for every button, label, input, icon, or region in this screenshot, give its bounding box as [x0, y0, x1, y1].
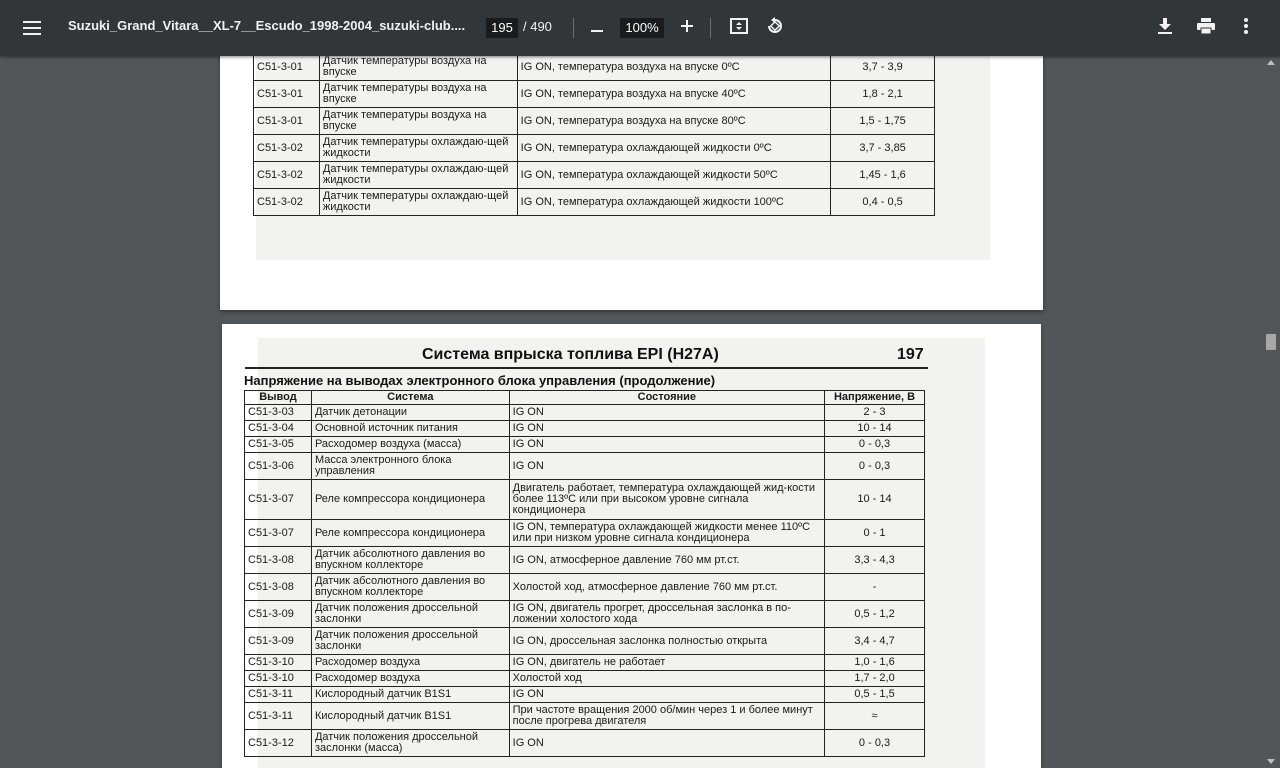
pdf-page: [222, 324, 1041, 768]
condition-cell: IG ON: [509, 437, 824, 453]
system-cell: Кислородный датчик B1S1: [311, 687, 509, 703]
toolbar-divider: [573, 18, 574, 38]
table-row: [245, 480, 925, 520]
voltage-cell: 0,4 - 0,5: [831, 189, 935, 216]
system-cell: Основной источник питания: [311, 421, 509, 437]
system-cell: Датчик температуры охлаждаю-щей жидкости: [319, 189, 517, 216]
table-row: [245, 405, 925, 421]
system-cell: Расходомер воздуха: [311, 671, 509, 687]
column-header: Состояние: [509, 391, 824, 405]
zoom-in-button[interactable]: [676, 18, 698, 38]
scroll-down-arrow-icon[interactable]: [1267, 759, 1275, 764]
pin-cell: C51-3-08: [245, 547, 312, 574]
system-cell: Датчик абсолютного давления во впускном коллекторе: [311, 574, 509, 601]
condition-cell: IG ON, температура воздуха на впуске 0ºC: [517, 56, 831, 81]
more-vert-icon: [1244, 18, 1248, 39]
document-viewport[interactable]: [0, 56, 1262, 768]
condition-cell: IG ON, двигатель не работает: [509, 655, 824, 671]
table-row: [245, 628, 925, 655]
voltage-cell: 0 - 1: [825, 520, 925, 547]
condition-cell: Холостой ход: [509, 671, 824, 687]
system-cell: Расходомер воздуха (масса): [311, 437, 509, 453]
download-icon: [1158, 18, 1172, 39]
zoom-out-icon: [591, 19, 603, 37]
voltage-cell: 0 - 0,3: [825, 730, 925, 757]
system-cell: Реле компрессора кондиционера: [311, 520, 509, 547]
pin-cell: C51-3-10: [245, 655, 312, 671]
pin-cell: C51-3-05: [245, 437, 312, 453]
voltage-cell: 3,4 - 4,7: [825, 628, 925, 655]
pin-cell: C51-3-01: [254, 108, 320, 135]
more-button[interactable]: [1236, 17, 1256, 39]
pin-cell: C51-3-02: [254, 189, 320, 216]
column-header: Система: [311, 391, 509, 405]
system-cell: Датчик температуры охлаждаю-щей жидкости: [319, 162, 517, 189]
voltage-table: [253, 56, 935, 216]
system-cell: Датчик температуры воздуха на впуске: [319, 56, 517, 81]
column-header: Вывод: [245, 391, 312, 405]
pin-cell: C51-3-11: [245, 703, 312, 730]
menu-button[interactable]: [16, 12, 48, 44]
download-button[interactable]: [1154, 17, 1176, 39]
condition-cell: IG ON: [509, 453, 824, 480]
voltage-cell: 2 - 3: [825, 405, 925, 421]
pin-cell: C51-3-01: [254, 56, 320, 81]
condition-cell: IG ON: [509, 730, 824, 757]
voltage-cell: 0 - 0,3: [825, 437, 925, 453]
system-cell: Датчик температуры охлаждаю-щей жидкости: [319, 135, 517, 162]
system-cell: Датчик температуры воздуха на впуске: [319, 108, 517, 135]
pin-cell: C51-3-02: [254, 162, 320, 189]
fit-page-button[interactable]: [728, 17, 750, 39]
vertical-scrollbar[interactable]: [1262, 56, 1280, 768]
voltage-cell: -: [825, 574, 925, 601]
voltage-table: [244, 390, 925, 757]
table-row: [254, 81, 935, 108]
voltage-cell: ≈: [825, 703, 925, 730]
table-row: [245, 671, 925, 687]
condition-cell: Двигатель работает, температура охлаждающей жид-кости более 113ºC или при высоком уровне сигнала кондиционера: [509, 480, 824, 520]
voltage-cell: 10 - 14: [825, 480, 925, 520]
menu-icon: [23, 21, 41, 35]
table-row: [254, 56, 935, 81]
zoom-in-icon: [681, 19, 693, 37]
system-cell: Датчик положения дроссельной заслонки: [311, 628, 509, 655]
print-button[interactable]: [1195, 17, 1217, 39]
condition-cell: IG ON, температура охлаждающей жидкости 100ºC: [517, 189, 831, 216]
toolbar-divider: [710, 18, 711, 38]
condition-cell: IG ON: [509, 687, 824, 703]
condition-cell: IG ON, дроссельная заслонка полностью открыта: [509, 628, 824, 655]
pin-cell: C51-3-03: [245, 405, 312, 421]
print-icon: [1197, 18, 1215, 39]
condition-cell: IG ON, температура охлаждающей жидкости 0ºC: [517, 135, 831, 162]
pin-cell: C51-3-09: [245, 601, 312, 628]
pin-cell: C51-3-01: [254, 81, 320, 108]
condition-cell: IG ON, температура охлаждающей жидкости 50ºC: [517, 162, 831, 189]
scroll-up-arrow-icon[interactable]: [1267, 60, 1275, 65]
system-cell: Масса электронного блока управления: [311, 453, 509, 480]
pin-cell: C51-3-10: [245, 671, 312, 687]
table-row: [254, 162, 935, 189]
printed-page-number: 197: [897, 346, 924, 363]
voltage-cell: 0,5 - 1,2: [825, 601, 925, 628]
condition-cell: При частоте вращения 2000 об/мин через 1 и более минут после прогрева двигателя: [509, 703, 824, 730]
page-total: / 490: [523, 19, 552, 34]
condition-cell: IG ON, двигатель прогрет, дроссельная заслонка в по-ложении холостого хода: [509, 601, 824, 628]
table-row: [254, 135, 935, 162]
voltage-cell: 1,5 - 1,75: [831, 108, 935, 135]
pin-cell: C51-3-09: [245, 628, 312, 655]
table-subheading: Напряжение на выводах электронного блока управления (продолжение): [244, 373, 716, 388]
scrollbar-thumb[interactable]: [1266, 334, 1276, 350]
pin-cell: C51-3-08: [245, 574, 312, 601]
system-cell: Расходомер воздуха: [311, 655, 509, 671]
rotate-button[interactable]: [764, 17, 786, 39]
table-row: [245, 687, 925, 703]
table-row: [245, 574, 925, 601]
table-row: [245, 520, 925, 547]
pdf-page: [220, 56, 1043, 310]
condition-cell: IG ON, атмосферное давление 760 мм рт.ст.: [509, 547, 824, 574]
fit-page-icon: [730, 18, 748, 39]
rotate-icon: [766, 17, 784, 40]
voltage-cell: 10 - 14: [825, 421, 925, 437]
voltage-cell: 3,3 - 4,3: [825, 547, 925, 574]
pin-cell: C51-3-07: [245, 480, 312, 520]
table-header-row: [245, 391, 925, 405]
table-row: [245, 601, 925, 628]
condition-cell: Холостой ход, атмосферное давление 760 мм рт.ст.: [509, 574, 824, 601]
pin-cell: C51-3-12: [245, 730, 312, 757]
table-row: [245, 421, 925, 437]
system-cell: Датчик детонации: [311, 405, 509, 421]
voltage-cell: 1,8 - 2,1: [831, 81, 935, 108]
zoom-level-input[interactable]: 100%: [620, 18, 664, 38]
condition-cell: IG ON, температура воздуха на впуске 80ºC: [517, 108, 831, 135]
condition-cell: IG ON: [509, 421, 824, 437]
pin-cell: C51-3-02: [254, 135, 320, 162]
voltage-cell: 3,7 - 3,9: [831, 56, 935, 81]
table-row: [254, 189, 935, 216]
voltage-cell: 3,7 - 3,85: [831, 135, 935, 162]
page-heading: Система впрыска топлива EPI (H27A): [422, 346, 719, 363]
pin-cell: C51-3-04: [245, 421, 312, 437]
voltage-cell: 0 - 0,3: [825, 453, 925, 480]
table-row: [245, 547, 925, 574]
table-row: [245, 703, 925, 730]
pdf-toolbar: [0, 0, 1280, 56]
system-cell: Датчик абсолютного давления во впускном коллекторе: [311, 547, 509, 574]
table-row: [245, 730, 925, 757]
voltage-cell: 1,0 - 1,6: [825, 655, 925, 671]
table-row: [245, 453, 925, 480]
voltage-cell: 1,7 - 2,0: [825, 671, 925, 687]
system-cell: Кислородный датчик B1S1: [311, 703, 509, 730]
column-header: Напряжение, В: [825, 391, 925, 405]
condition-cell: IG ON: [509, 405, 824, 421]
condition-cell: IG ON, температура воздуха на впуске 40ºC: [517, 81, 831, 108]
pin-cell: C51-3-07: [245, 520, 312, 547]
system-cell: Датчик температуры воздуха на впуске: [319, 81, 517, 108]
system-cell: Реле компрессора кондиционера: [311, 480, 509, 520]
table-row: [245, 437, 925, 453]
table-row: [245, 655, 925, 671]
voltage-cell: 0,5 - 1,5: [825, 687, 925, 703]
condition-cell: IG ON, температура охлаждающей жидкости менее 110ºC или при низком уровне сигнала кондиционера: [509, 520, 824, 547]
document-title: Suzuki_Grand_Vitara__XL-7__Escudo_1998-2004_suzuki-club....: [68, 18, 466, 33]
zoom-out-button[interactable]: [586, 18, 608, 38]
voltage-cell: 1,45 - 1,6: [831, 162, 935, 189]
table-row: [254, 108, 935, 135]
heading-rule: [245, 367, 928, 369]
system-cell: Датчик положения дроссельной заслонки (масса): [311, 730, 509, 757]
page-number-input[interactable]: 195: [486, 18, 518, 38]
pin-cell: C51-3-11: [245, 687, 312, 703]
pin-cell: C51-3-06: [245, 453, 312, 480]
system-cell: Датчик положения дроссельной заслонки: [311, 601, 509, 628]
